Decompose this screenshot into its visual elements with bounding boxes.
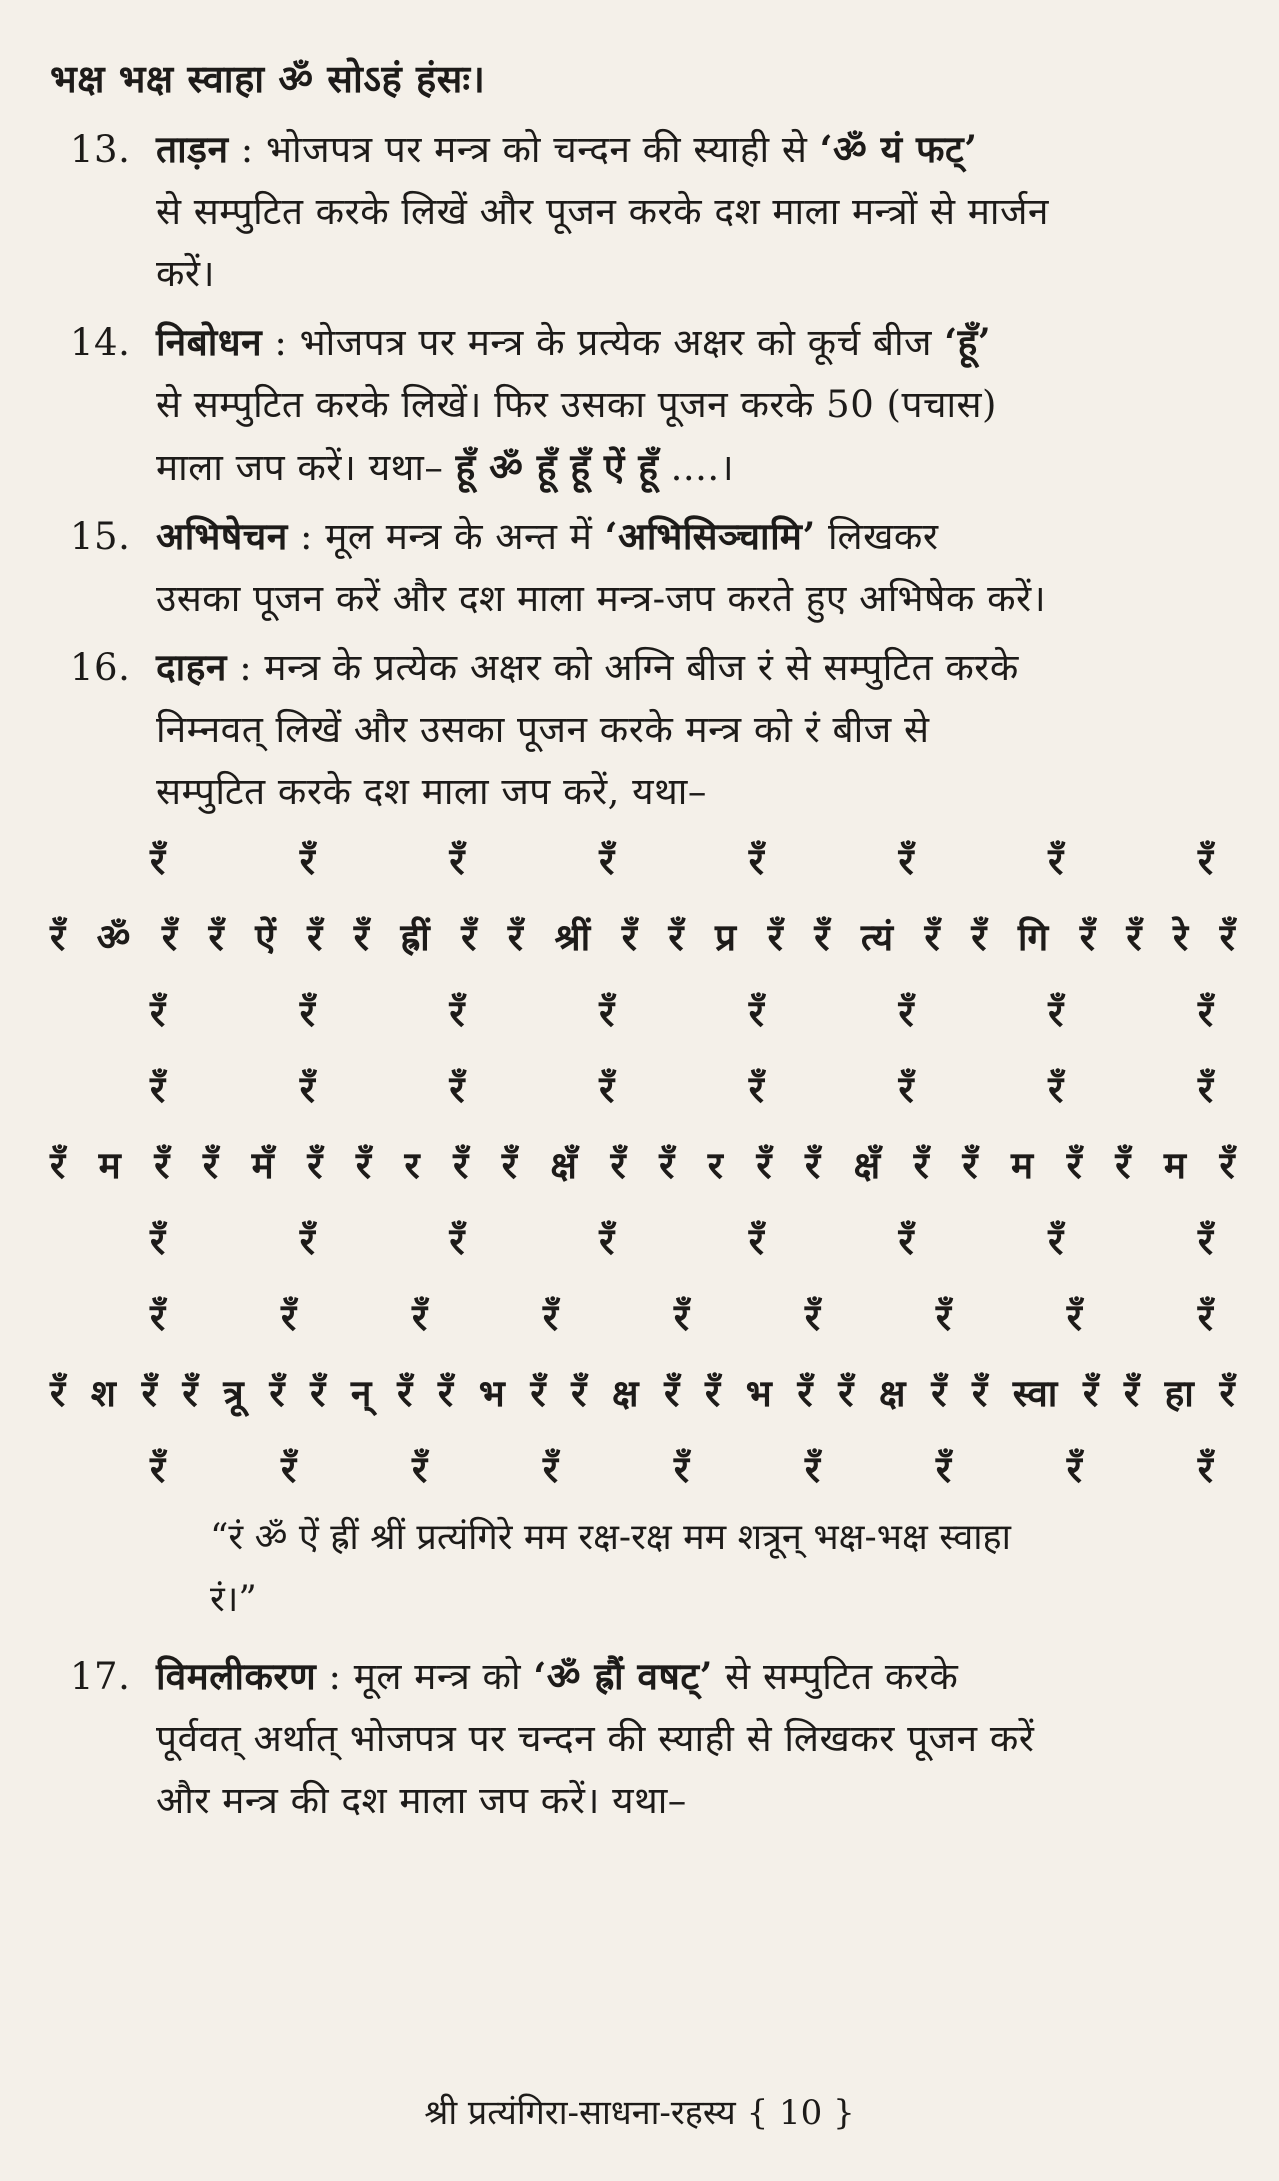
grid-glyph: रँ xyxy=(1079,915,1095,959)
grid-glyph: रँ xyxy=(664,1371,680,1415)
grid-small-row xyxy=(50,1051,1245,1127)
grid-ram-glyph: रँ xyxy=(150,1219,166,1263)
quote-line-1: “रं ॐ ऐं ह्रीं श्रीं प्रत्यंगिरे मम रक्ष-रक्ष मम शत्रून् भक्ष-भक्ष स्वाहा xyxy=(210,1517,1011,1558)
grid-glyph: म xyxy=(1163,1143,1187,1187)
grid-glyph: रँ xyxy=(1219,1143,1235,1187)
grid-glyph: रँ xyxy=(1083,1371,1099,1415)
grid-glyph: ऐं xyxy=(255,915,276,959)
grid-glyph: त्यं xyxy=(860,915,894,959)
grid-ram-glyph: रँ xyxy=(1048,991,1064,1035)
grid-glyph: रँ xyxy=(50,915,66,959)
grid-small-row xyxy=(50,823,1245,899)
grid-ram-glyph: रँ xyxy=(411,1295,428,1339)
grid-main-row-3 xyxy=(50,1355,1245,1431)
item-number: 16. xyxy=(70,646,131,689)
item-text: से सम्पुटित करके लिखें। फिर उसका पूजन करके 50 (पचास) xyxy=(156,383,997,426)
grid-glyph: रँ xyxy=(269,1371,285,1415)
item-text: निम्नवत् लिखें और उसका पूजन करके मन्त्र को रं बीज से xyxy=(156,708,930,751)
grid-glyph: रँ xyxy=(437,1371,454,1415)
grid-glyph: रँ xyxy=(507,915,523,959)
grid-ram-glyph: रँ xyxy=(898,1067,914,1111)
grid-glyph: रँ xyxy=(962,1143,978,1187)
grid-ram-glyph: रँ xyxy=(280,1295,297,1339)
grid-ram-glyph: रँ xyxy=(935,1295,951,1339)
grid-small-row xyxy=(50,1203,1245,1279)
grid-ram-glyph: रँ xyxy=(1197,839,1213,883)
grid-glyph: क्ष xyxy=(879,1371,906,1415)
grid-ram-glyph: रँ xyxy=(449,1219,465,1263)
grid-glyph: रँ xyxy=(202,1143,219,1187)
grid-glyph: रँ xyxy=(767,915,783,959)
grid-glyph: न् xyxy=(350,1371,372,1415)
item-number: 17. xyxy=(70,1655,131,1698)
grid-ram-glyph: रँ xyxy=(599,839,615,883)
grid-main-row-2 xyxy=(50,1127,1245,1203)
grid-glyph: रँ xyxy=(530,1371,546,1415)
grid-ram-glyph: रँ xyxy=(299,1219,315,1263)
grid-main-row-1 xyxy=(50,899,1245,975)
grid-glyph: रँ xyxy=(571,1371,587,1415)
grid-glyph: क्ष xyxy=(611,1371,639,1415)
grid-glyph: रँ xyxy=(972,1371,988,1415)
grid-glyph: ॐ xyxy=(96,915,131,959)
grid-glyph: रँ xyxy=(924,915,940,959)
item-text: : मन्त्र के प्रत्येक अक्षर को अग्नि बीज रं से सम्पुटित करके xyxy=(239,646,1019,689)
grid-glyph: रँ xyxy=(814,915,830,959)
item-number: 15. xyxy=(70,515,131,558)
grid-glyph: रँ xyxy=(461,915,477,959)
grid-ram-glyph: रँ xyxy=(150,1447,166,1491)
grid-glyph: रँ xyxy=(704,1371,721,1415)
grid-glyph: रँ xyxy=(756,1143,772,1187)
grid-glyph: गि xyxy=(1017,915,1049,959)
grid-glyph: रँ xyxy=(208,915,224,959)
grid-ram-glyph: रँ xyxy=(280,1447,297,1491)
grid-ram-glyph: रँ xyxy=(150,839,166,883)
grid-ram-glyph: रँ xyxy=(1048,1219,1064,1263)
grid-glyph: रँ xyxy=(1066,1143,1082,1187)
grid-ram-glyph: रँ xyxy=(748,1067,764,1111)
ram-grid xyxy=(50,823,1245,1507)
item-term: विमलीकरण xyxy=(156,1654,317,1698)
grid-small-row xyxy=(50,1279,1245,1355)
item-text: सम्पुटित करके दश माला जप करें, यथा– xyxy=(156,770,707,813)
grid-glyph: र xyxy=(404,1143,420,1187)
grid-glyph: रँ xyxy=(797,1371,813,1415)
grid-ram-glyph: रँ xyxy=(599,1067,615,1111)
grid-glyph: हा xyxy=(1164,1371,1194,1415)
grid-ram-glyph: रँ xyxy=(299,839,315,883)
item-text: लिखकर xyxy=(815,515,939,558)
grid-glyph: रँ xyxy=(353,915,369,959)
grid-ram-glyph: रँ xyxy=(449,991,465,1035)
grid-glyph: रँ xyxy=(50,1371,66,1415)
grid-ram-glyph: रँ xyxy=(299,991,315,1035)
item-text: : भोजपत्र पर मन्त्र के प्रत्येक अक्षर को कूर्च बीज xyxy=(274,321,945,364)
item-text: से सम्पुटित करके लिखें और पूजन करके दश माला मन्त्रों से मार्जन xyxy=(156,190,1049,233)
grid-glyph: रँ xyxy=(1219,1371,1235,1415)
grid-ram-glyph: रँ xyxy=(935,1447,951,1491)
grid-glyph: क्षँ xyxy=(853,1143,881,1187)
top-mantra-line: भक्ष भक्ष स्वाहा ॐ सोऽहं हंसः। xyxy=(50,56,486,101)
item-text: माला जप करें। यथा– xyxy=(156,446,456,489)
item-14 xyxy=(50,311,1245,499)
grid-ram-glyph: रँ xyxy=(1197,1295,1213,1339)
grid-glyph: रँ xyxy=(161,915,178,959)
grid-glyph: रँ xyxy=(1219,915,1235,959)
grid-glyph: रँ xyxy=(307,915,323,959)
item-mantra: हूँ ॐ हूँ हूँ ऐं हूँ xyxy=(455,445,659,489)
grid-glyph: रँ xyxy=(397,1371,413,1415)
grid-glyph: रँ xyxy=(913,1143,929,1187)
quote-line-2: रं।” xyxy=(210,1579,257,1620)
item-mantra: ‘अभिसिञ्चामि’ xyxy=(604,514,816,558)
grid-glyph: म xyxy=(1010,1143,1034,1187)
grid-glyph: रँ xyxy=(307,1143,323,1187)
grid-glyph: त्रू xyxy=(223,1371,244,1415)
grid-ram-glyph: रँ xyxy=(1066,1447,1082,1491)
item-text: पूर्ववत् अर्थात् भोजपत्र पर चन्दन की स्याही से लिखकर पूजन करें xyxy=(156,1717,1035,1760)
grid-glyph: रँ xyxy=(621,915,637,959)
grid-glyph: रँ xyxy=(154,1143,170,1187)
grid-ram-glyph: रँ xyxy=(1066,1295,1082,1339)
grid-ram-glyph: रँ xyxy=(804,1295,820,1339)
grid-glyph: रँ xyxy=(838,1371,854,1415)
grid-ram-glyph: रँ xyxy=(542,1447,559,1491)
grid-ram-glyph: रँ xyxy=(673,1295,690,1339)
grid-ram-glyph: रँ xyxy=(599,1219,615,1263)
grid-ram-glyph: रँ xyxy=(1197,1067,1213,1111)
item-17 xyxy=(50,1645,1245,1832)
item-mantra: ‘ॐ यं फट्’ xyxy=(819,127,978,171)
item-mantra: ‘हूँ’ xyxy=(944,320,992,364)
grid-glyph: रँ xyxy=(668,915,684,959)
item-text: ....। xyxy=(658,446,735,489)
grid-glyph: रे xyxy=(1173,915,1189,959)
grid-small-row xyxy=(50,975,1245,1051)
grid-ram-glyph: रँ xyxy=(898,839,914,883)
grid-glyph: भ xyxy=(478,1371,505,1415)
grid-ram-glyph: रँ xyxy=(1197,1219,1213,1263)
grid-ram-glyph: रँ xyxy=(748,839,764,883)
grid-glyph: म xyxy=(98,1143,121,1187)
item-text: : मूल मन्त्र के अन्त में xyxy=(300,515,605,558)
grid-ram-glyph: रँ xyxy=(449,839,465,883)
grid-ram-glyph: रँ xyxy=(449,1067,465,1111)
grid-glyph: मँ xyxy=(251,1143,274,1187)
grid-glyph: र xyxy=(707,1143,723,1187)
grid-glyph: ह्रीं xyxy=(400,915,430,959)
item-text: : मूल मन्त्र को xyxy=(328,1655,534,1698)
item-text: से सम्पुटित करके xyxy=(712,1655,959,1698)
grid-glyph: भ xyxy=(745,1371,772,1415)
grid-ram-glyph: रँ xyxy=(1048,1067,1064,1111)
grid-glyph: क्षँ xyxy=(550,1143,577,1187)
grid-ram-glyph: रँ xyxy=(150,1067,166,1111)
grid-ram-glyph: रँ xyxy=(898,1219,914,1263)
item-mantra: ‘ॐ ह्रौं वषट्’ xyxy=(533,1654,713,1698)
grid-glyph: रँ xyxy=(453,1143,469,1187)
grid-ram-glyph: रँ xyxy=(748,991,764,1035)
grid-glyph: रँ xyxy=(1115,1143,1131,1187)
grid-glyph: रँ xyxy=(1123,1371,1139,1415)
grid-ram-glyph: रँ xyxy=(673,1447,690,1491)
grid-ram-glyph: रँ xyxy=(411,1447,428,1491)
grid-glyph: रँ xyxy=(310,1371,326,1415)
grid-ram-glyph: रँ xyxy=(1048,839,1064,883)
grid-glyph: रँ xyxy=(141,1371,157,1415)
grid-glyph: स्वा xyxy=(1012,1371,1058,1415)
grid-glyph: श्रीं xyxy=(554,915,591,959)
grid-ram-glyph: रँ xyxy=(748,1219,764,1263)
item-number: 13. xyxy=(70,128,131,171)
grid-small-row xyxy=(50,1431,1245,1507)
item-text: : भोजपत्र पर मन्त्र को चन्दन की स्याही से xyxy=(240,128,820,171)
item-text: उसका पूजन करें और दश माला मन्त्र-जप करते हुए अभिषेक करें। xyxy=(156,577,1047,620)
item-term: अभिषेचन xyxy=(156,514,288,558)
grid-glyph: प्र xyxy=(715,915,737,959)
grid-ram-glyph: रँ xyxy=(804,1447,820,1491)
page-footer: श्री प्रत्यंगिरा-साधना-रहस्य { 10 } xyxy=(424,2093,855,2133)
grid-glyph: रँ xyxy=(50,1143,66,1187)
grid-glyph: रँ xyxy=(501,1143,517,1187)
grid-glyph: श xyxy=(90,1371,116,1415)
grid-ram-glyph: रँ xyxy=(1197,991,1213,1035)
grid-ram-glyph: रँ xyxy=(898,991,914,1035)
item-term: दाहन xyxy=(156,645,227,689)
grid-glyph: रँ xyxy=(1126,915,1142,959)
item-term: ताड़न xyxy=(156,127,229,171)
item-13 xyxy=(50,118,1245,305)
grid-ram-glyph: रँ xyxy=(299,1067,315,1111)
grid-glyph: रँ xyxy=(610,1143,626,1187)
item-text: करें। xyxy=(156,252,216,295)
grid-glyph: रँ xyxy=(971,915,987,959)
grid-ram-glyph: रँ xyxy=(150,1295,166,1339)
item-15 xyxy=(50,505,1245,630)
grid-ram-glyph: रँ xyxy=(542,1295,559,1339)
grid-glyph: रँ xyxy=(805,1143,821,1187)
item-number: 14. xyxy=(70,321,131,364)
grid-ram-glyph: रँ xyxy=(150,991,166,1035)
grid-glyph: रँ xyxy=(931,1371,947,1415)
item-term: निबोधन xyxy=(156,320,263,364)
grid-glyph: रँ xyxy=(355,1143,371,1187)
grid-glyph: रँ xyxy=(182,1371,198,1415)
item-16 xyxy=(50,636,1245,823)
grid-glyph: रँ xyxy=(659,1143,675,1187)
grid-ram-glyph: रँ xyxy=(599,991,615,1035)
grid-ram-glyph: रँ xyxy=(1197,1447,1213,1491)
item-text: और मन्त्र की दश माला जप करें। यथा– xyxy=(156,1779,687,1822)
